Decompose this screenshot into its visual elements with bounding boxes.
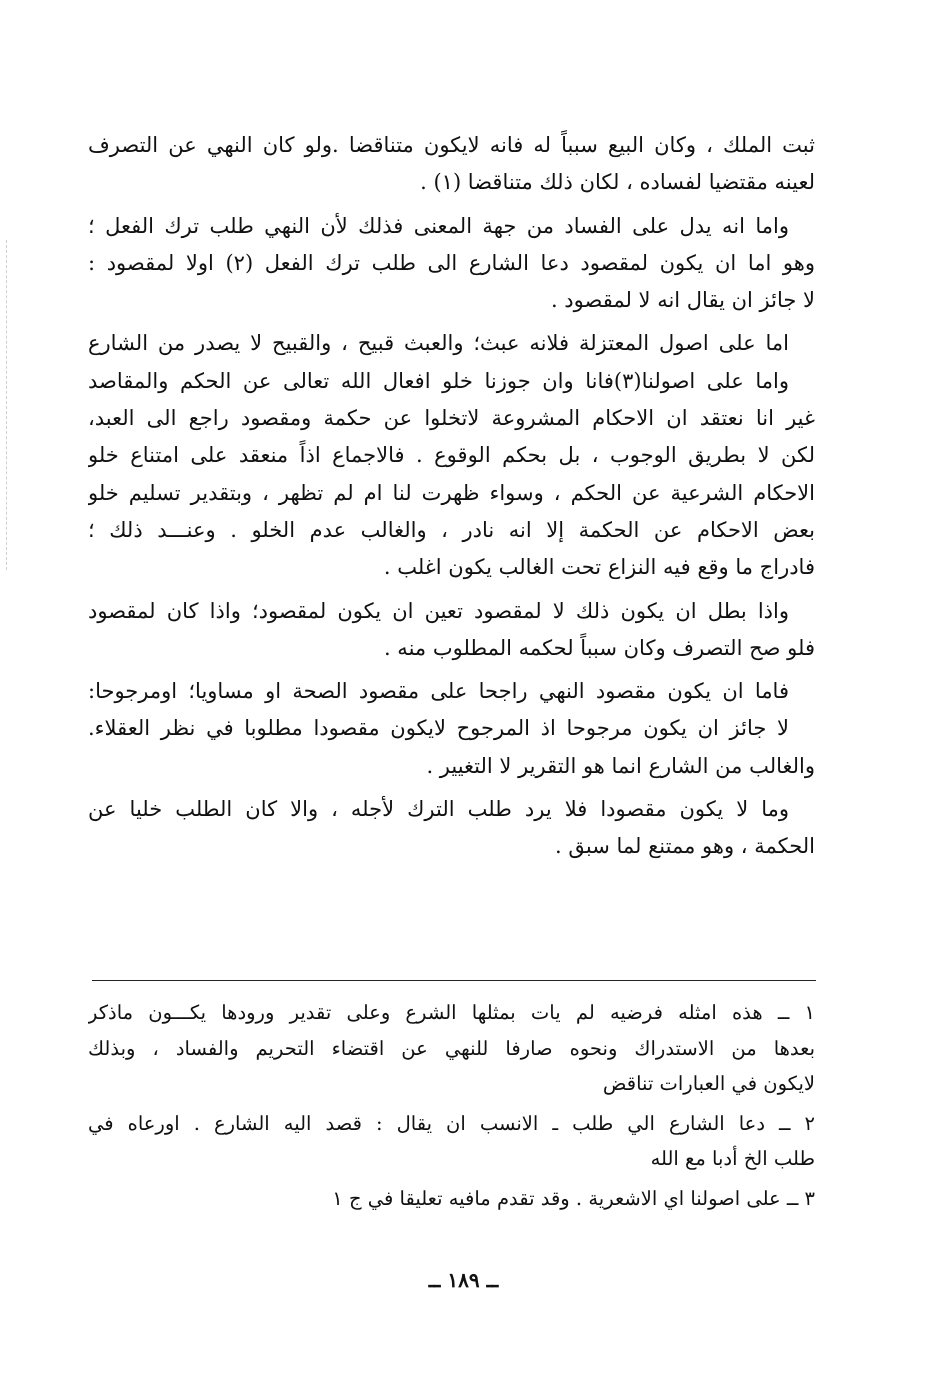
text-line: فادراج ما وقع فيه النزاع تحت الغالب يكون اغلب . <box>383 555 815 580</box>
text-line: والغالب من الشارع انما هو التقرير لا التغيير . <box>426 753 815 778</box>
page-edge-shadow <box>6 240 9 570</box>
page-number: ــ ١٨٩ ــ <box>428 1268 499 1292</box>
text-line: ثبت الملك ، وكان البيع سبباً له فانه لايكون متناقضا .ولو كان النهي عن التصرف <box>88 133 815 157</box>
text-line: وما لا يكون مقصودا فلا يرد طلب الترك لأجله ، والا كان الطلب خليا عن <box>88 797 789 822</box>
footnote-line: ١ ــ هذه امثله فرضيه لم يات بمثلها الشرع وعلى تقدير ورودها يكـــون ماذكر <box>88 1001 815 1024</box>
footnote-line: ٣ ــ على اصولنا اي الاشعرية . وقد تقدم مافيه تعليقا في ج ١ <box>332 1186 815 1210</box>
text-line: فاما ان يكون مقصود النهي راجحا على مقصود الصحة او مساويا؛ اومرجوحا: <box>88 679 789 704</box>
text-line: لا جائز ان يقال انه لا لمقصود . <box>550 288 815 313</box>
footnote-separator <box>92 980 816 981</box>
footnotes <box>88 995 815 1216</box>
text-line: واما على اصولنا(٣)فانا وان جوزنا خلو افعال الله تعالى عن الحكم والمقاصد <box>88 368 789 393</box>
text-line: فلو صح التصرف وكان سبباً لحكمه المطلوب منه . <box>383 635 815 660</box>
footnote-line: طلب الخ أدبا مع الله <box>650 1147 815 1170</box>
text-line: الحكمة ، وهو ممتنع لما سبق . <box>555 834 815 859</box>
text-line: غير انا نعتقد ان الاحكام المشروعة لاتخلوا عن حكمة ومقصود راجع الى العبد، <box>88 406 815 431</box>
text-line: وهو اما ان يكون لمقصود دعا الشارع الى طلب ترك الفعل (٢) اولا لمقصود : <box>88 250 815 275</box>
text-line: لكن لا بطريق الوجوب ، بل بحكم الوقوع . فالاجماع اذاً منعقد على امتناع خلو <box>88 443 815 468</box>
text-line: بعض الاحكام عن الحكمة إلا انه نادر ، والغالب عدم الخلو . وعنـــد ذلك ؛ <box>88 517 815 542</box>
text-line: لا جائز ان يكون مرجوحا اذ المرجوح لايكون مقصودا مطلوبا في نظر العقلاء. <box>88 716 789 741</box>
footnote-line: ٢ ــ دعا الشارع الي طلب ـ الانسب ان يقال : قصد اليه الشارع . اورعاه في <box>88 1111 815 1135</box>
footnote-line: بعدها من الاستدراك ونحوه صارفا للنهي عن اقتضاء التحريم والفساد ، وبذلك <box>88 1036 815 1060</box>
text-line: الاحكام الشرعية عن الحكم ، وسواء ظهرت لنا ام لم تظهر ، وبتقدير تسليم خلو <box>88 480 815 505</box>
footnote-line: لايكون في العبارات تناقض <box>602 1072 815 1095</box>
text-line: لعينه مقتضيا لفساده ، لكان ذلك متناقضا (١) . <box>420 170 815 195</box>
text-line: واما انه يدل على الفساد من جهة المعنى فذلك لأن النهي طلب ترك الفعل ؛ <box>88 213 789 238</box>
main-text <box>88 127 815 866</box>
text-line: واذا بطل ان يكون ذلك لا لمقصود تعين ان يكون لمقصود؛ واذا كان لمقصود <box>88 598 789 623</box>
text-line: اما على اصول المعتزلة فلانه عبث؛ والعبث قبيح ، والقبيح لا يصدر من الشارع <box>88 331 789 356</box>
